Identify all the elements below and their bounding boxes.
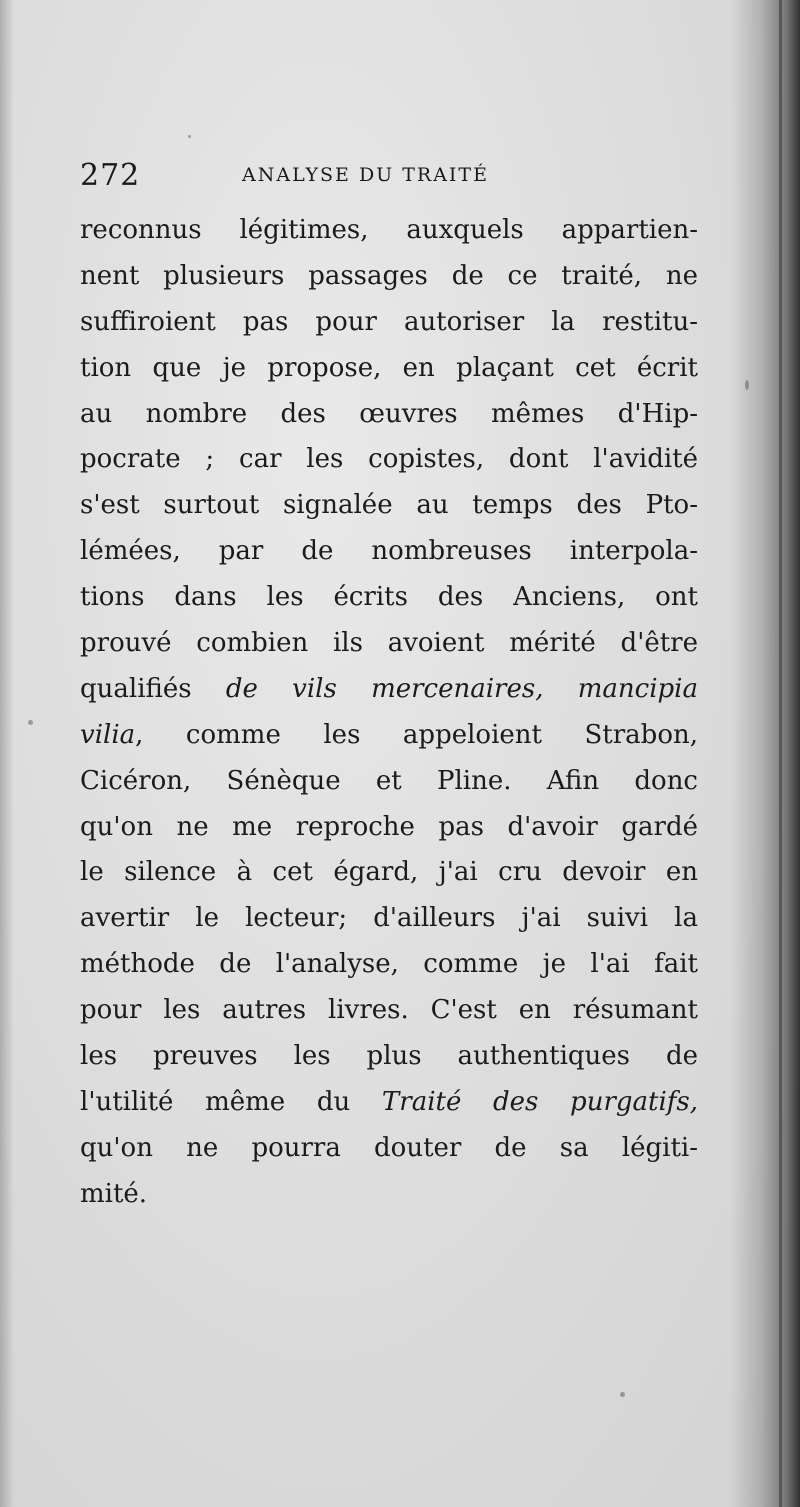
text-line: avertir le lecteur; d'ailleurs j'ai suivi la: [80, 903, 698, 934]
italic-segment: vilia: [80, 719, 136, 750]
paper-speck: [188, 135, 191, 138]
text-line: prouvé combien ils avoient mérité d'être: [80, 628, 698, 659]
page-header: [80, 158, 700, 198]
paper-speck: [620, 1392, 625, 1397]
text-line: mité.: [80, 1178, 148, 1209]
running-head: ANALYSE DU TRAITÉ: [242, 164, 489, 186]
text-line: tion que je propose, en plaçant cet écrit: [80, 352, 698, 383]
binding-gutter-edge: [779, 0, 782, 1507]
text-line: au nombre des œuvres mêmes d'Hip-: [80, 398, 698, 429]
text-line: lémées, par de nombreuses interpola-: [80, 536, 698, 567]
text-line: pocrate ; car les copistes, dont l'avidité: [80, 444, 698, 475]
text-line: suffiroient pas pour autoriser la restitu-: [80, 306, 698, 337]
text-line: tions dans les écrits des Anciens, ont: [80, 582, 698, 613]
italic-segment: Traité des purgatifs,: [381, 1086, 699, 1117]
text-line-italic-mixed: [80, 713, 698, 759]
text-line: pour les autres livres. C'est en résumant: [80, 995, 698, 1026]
paper-speck: [28, 720, 33, 725]
text-line-italic-mixed: [80, 1080, 698, 1126]
text-line-italic-mixed: [80, 667, 698, 713]
text-line: nent plusieurs passages de ce traité, ne: [80, 260, 698, 291]
paper-speck: [745, 380, 749, 390]
italic-segment: de vils mercenaires, mancipia: [225, 673, 698, 704]
text-line: reconnus légitimes, auxquels appartien-: [80, 215, 698, 245]
text-line: méthode de l'analyse, comme je l'ai fait: [80, 949, 698, 980]
body-text: [80, 208, 698, 1218]
text-segment: l'utilité même du: [80, 1086, 382, 1117]
text-line: le silence à cet égard, j'ai cru devoir en: [80, 857, 698, 888]
text-line: qu'on ne pourra douter de sa légiti-: [80, 1132, 698, 1163]
text-segment: qualifiés: [80, 673, 226, 704]
binding-gutter: [730, 0, 800, 1507]
text-line: s'est surtout signalée au temps des Pto-: [80, 490, 698, 521]
page-number: 272: [80, 158, 141, 193]
text-line: qu'on ne me reproche pas d'avoir gardé: [80, 811, 698, 842]
page-edge-shadow: [0, 0, 14, 1507]
text-segment: , comme les appeloient Strabon,: [135, 719, 698, 750]
text-line: les preuves les plus authentiques de: [80, 1041, 698, 1072]
text-line: Cicéron, Sénèque et Pline. Afin donc: [80, 765, 698, 796]
